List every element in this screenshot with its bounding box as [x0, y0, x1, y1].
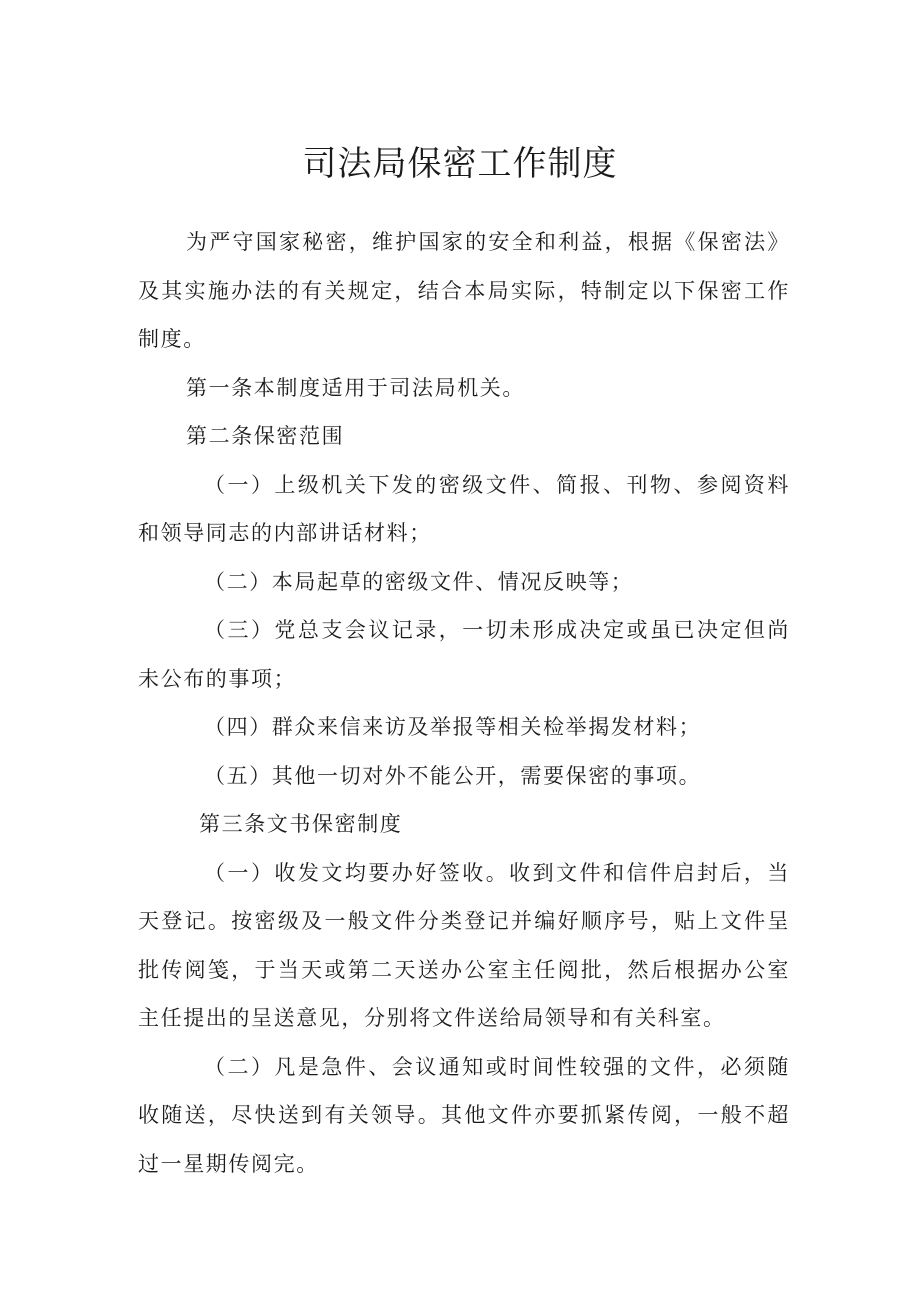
intro-paragraph: 为严守国家秘密，维护国家的安全和利益，根据《保密法》及其实施办法的有关规定，结合本局实际，特制定以下保密工作制度。 — [138, 230, 790, 351]
article-3-item-2: （二）凡是急件、会议通知或时间性较强的文件，必须随收随送，尽快送到有关领导。其他文件亦要抓紧传阅，一般不超过一星期传阅完。 — [138, 1054, 790, 1176]
article-2-item-2: （二）本局起草的密级文件、情况反映等； — [204, 569, 634, 594]
document-body — [138, 218, 790, 1188]
article-2-item-5: （五）其他一切对外不能公开，需要保密的事项。 — [204, 763, 702, 788]
article-1: 第一条本制度适用于司法局机关。 — [186, 375, 525, 400]
article-2-item-1: （一）上级机关下发的密级文件、简报、刊物、参阅资料和领导同志的内部讲话材料； — [138, 472, 790, 545]
article-3-item-1: （一）收发文均要办好签收。收到文件和信件启封后，当天登记。按密级及一般文件分类登记并编好顺序号，贴上文件呈批传阅笺，于当天或第二天送办公室主任阅批，然后根据办公室主任提出的呈送意见，分别将文件送给局领导和有关科室。 — [138, 860, 790, 1030]
document-title: 司法局保密工作制度 — [302, 144, 618, 184]
article-3-heading: 第三条文书保密制度 — [199, 812, 403, 836]
article-2-item-4: （四）群众来信来访及举报等相关检举揭发材料； — [204, 715, 702, 739]
article-2-heading: 第二条保密范围 — [186, 424, 345, 448]
article-2-item-3: （三）党总支会议记录，一切未形成决定或虽已决定但尚未公布的事项； — [138, 618, 790, 691]
